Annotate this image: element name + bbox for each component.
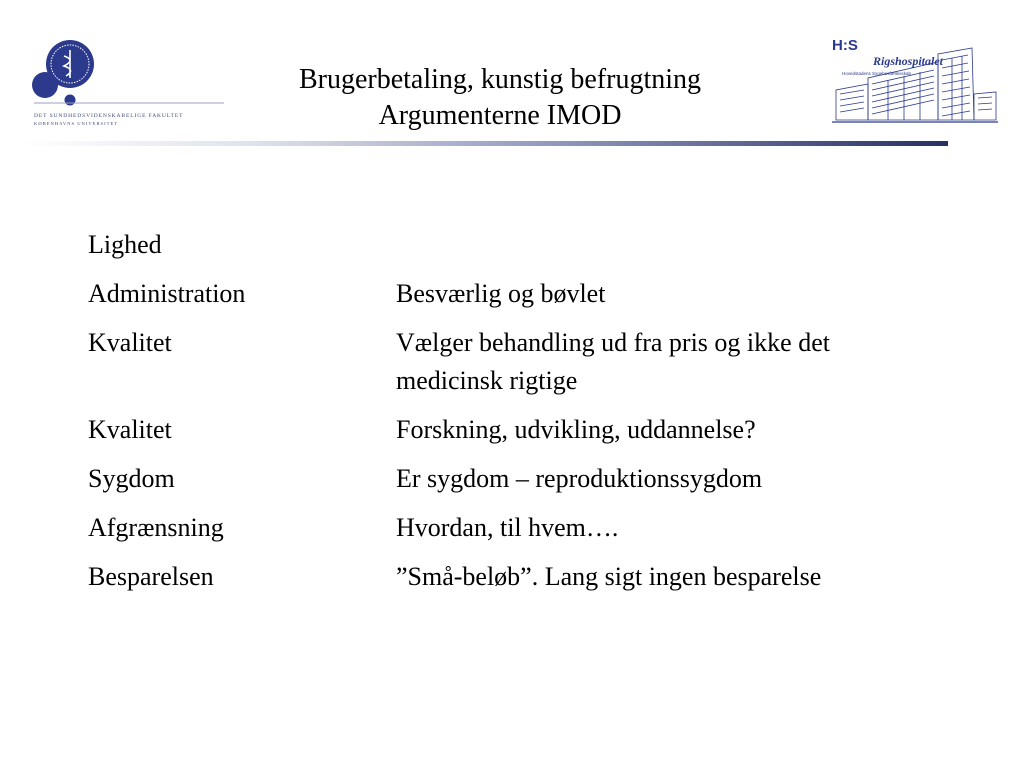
university-sub-caption: KØBENHAVNS UNIVERSITET [34, 121, 119, 126]
row-description: Besværlig og bøvlet [396, 279, 606, 308]
argument-list [88, 226, 968, 596]
row-term: Kvalitet [88, 328, 172, 357]
hospital-logo [828, 32, 1000, 127]
slide-title-line2: Argumenterne IMOD [378, 100, 622, 131]
logo-dot-small [65, 95, 76, 106]
list-item [88, 460, 968, 498]
row-description: Vælger behandling ud fra pris og ikke det medicinsk rigtige [396, 328, 830, 395]
hospital-initials: H:S [832, 37, 858, 54]
list-item [88, 509, 968, 547]
university-caption [34, 113, 183, 127]
list-item [88, 226, 968, 264]
row-description: ”Små-beløb”. Lang sigt ingen besparelse [396, 562, 822, 591]
row-description: Forskning, udvikling, uddannelse? [396, 415, 756, 444]
row-term: Lighed [88, 230, 162, 259]
row-term: Afgrænsning [88, 513, 224, 542]
header-divider [20, 141, 948, 146]
row-description: Hvordan, til hvem…. [396, 513, 619, 542]
university-caption-text: DET SUNDHEDSVIDENSKABELIGE FAKULTET [34, 113, 184, 119]
slide-title [230, 62, 770, 134]
slide-title-line1: Brugerbetaling, kunstig befrugtning [298, 64, 702, 95]
logo-dot-large [32, 72, 58, 98]
hospital-sub-caption: Hovedstadens Sygehusfællesskab [842, 71, 912, 76]
list-item [88, 275, 968, 313]
list-item [88, 411, 968, 449]
row-term: Administration [88, 279, 246, 308]
row-description [396, 226, 936, 264]
list-item [88, 324, 968, 400]
row-term: Besparelsen [88, 562, 214, 591]
row-term: Sygdom [88, 464, 175, 493]
row-description: Er sygdom – reproduktionssygdom [396, 464, 763, 493]
row-term: Kvalitet [88, 415, 172, 444]
hospital-name: Rigshospitalet [873, 54, 944, 68]
list-item [88, 558, 968, 596]
